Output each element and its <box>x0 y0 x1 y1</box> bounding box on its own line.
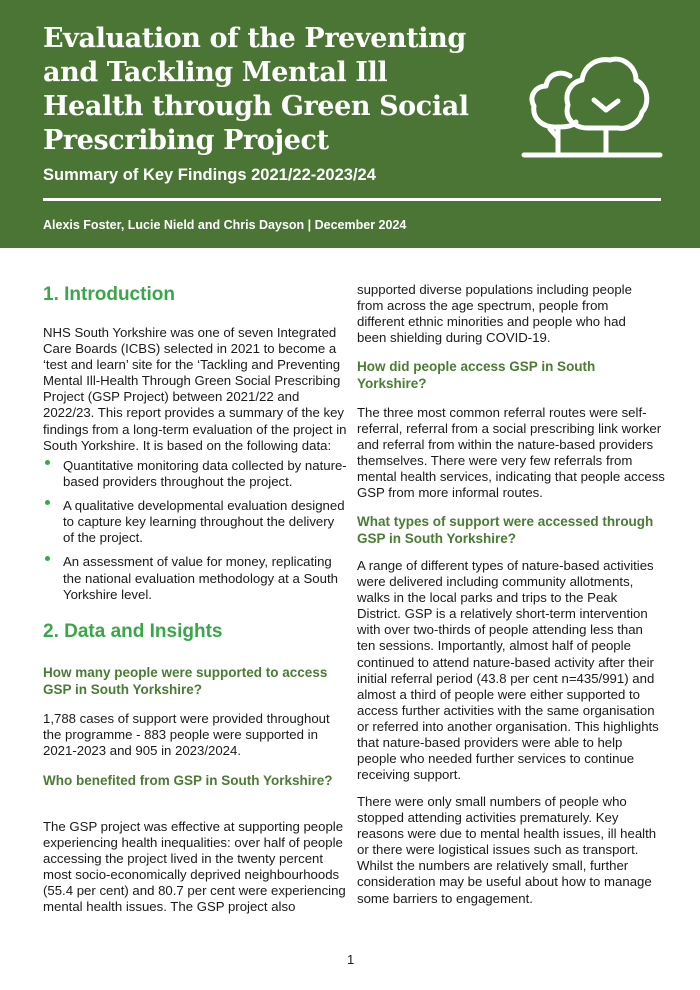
list-item: Quantitative monitoring data collected by nature-based providers throughout the project. <box>43 458 348 490</box>
bullet-icon <box>45 500 50 505</box>
introduction-paragraph: NHS South Yorkshire was one of seven Integrated Care Boards (ICBS) selected in 2021 to become a ‘test and learn’ site for the ‘Tackling and Preventing Mental Ill-Health Through Green Social Prescribing Project (GSP Project) between 2021/22 and 2022/23. This report provides a summary of the key findings from a long-term evaluation of the project in South Yorkshire. It is based on the following data: <box>43 325 347 453</box>
list-item: A qualitative developmental evaluation designed to capture key learning throughout the delivery of the project. <box>43 498 348 546</box>
bullet-icon <box>45 460 50 465</box>
section-heading-introduction: 1. Introduction <box>43 284 175 305</box>
who-benefited-paragraph: The GSP project was effective at supporting people experiencing health inequalities: over half of people accessing the project lived in the twenty percent most socio-economically deprived neighbourhoods (55.4 per cent) and 80.7 per cent were experiencing mental health issues. The GSP project also <box>43 819 346 915</box>
authors-line: Alexis Foster, Lucie Nield and Chris Dayson | December 2024 <box>43 218 407 232</box>
trees-icon <box>520 50 664 162</box>
header-divider <box>43 198 661 201</box>
page-number: 1 <box>347 952 355 967</box>
subheading-how-access: How did people access GSP in South Yorkshire? <box>357 359 596 391</box>
subheading-how-many: How many people were supported to access GSP in South Yorkshire? <box>43 665 328 697</box>
bullet-icon <box>45 556 50 561</box>
how-many-paragraph: 1,788 cases of support were provided throughout the programme - 883 people were supported in 2021-2023 and 905 in 2023/2024. <box>43 711 330 759</box>
report-title: Evaluation of the Preventing and Tackling Mental Ill Health through Green Social Prescribing Project <box>43 23 469 156</box>
subheading-who-benefited: Who benefited from GSP in South Yorkshire? <box>43 773 333 788</box>
types-support-paragraph: A range of different types of nature-based activities were delivered including community allotments, walks in the local parks and trips to the Peak District. GSP is a relatively short-term intervention with over two-thirds of people attending less than ten sessions. Importantly, almost half of people continued to attend nature-based activity after their initial referral period (43.8 per cent n=435/991) and almost a third of people were either supported to access further activities with the same organisation or referred into another organisation. This highlights that nature-based providers were able to help people who needed further services to continue receiving support. <box>357 558 659 783</box>
report-header <box>0 0 700 248</box>
subheading-types-support: What types of support were accessed through GSP in South Yorkshire? <box>357 514 654 546</box>
section-heading-data-insights: 2. Data and Insights <box>43 621 223 642</box>
data-sources-list <box>43 458 348 611</box>
who-benefited-paragraph-continued: supported diverse populations including people from across the age spectrum, people from different ethnic minorities and people who had been shielding during COVID-19. <box>357 282 632 346</box>
report-subtitle: Summary of Key Findings 2021/22-2023/24 <box>43 166 376 184</box>
how-access-paragraph: The three most common referral routes were self-referral, referral from a social prescribing link worker and referral from within the nature-based providers themselves. There were very few referrals from mental health services, indicating that people access GSP from more informal routes. <box>357 405 665 501</box>
list-item: An assessment of value for money, replicating the national evaluation methodology at a South Yorkshire level. <box>43 554 348 602</box>
barriers-paragraph: There were only small numbers of people who stopped attending activities prematurely. Key reasons were due to mental health issues, ill health or there were logistical issues such as transport. Whilst the numbers are relatively small, further consideration may be useful about how to manage some barriers to engagement. <box>357 794 657 906</box>
